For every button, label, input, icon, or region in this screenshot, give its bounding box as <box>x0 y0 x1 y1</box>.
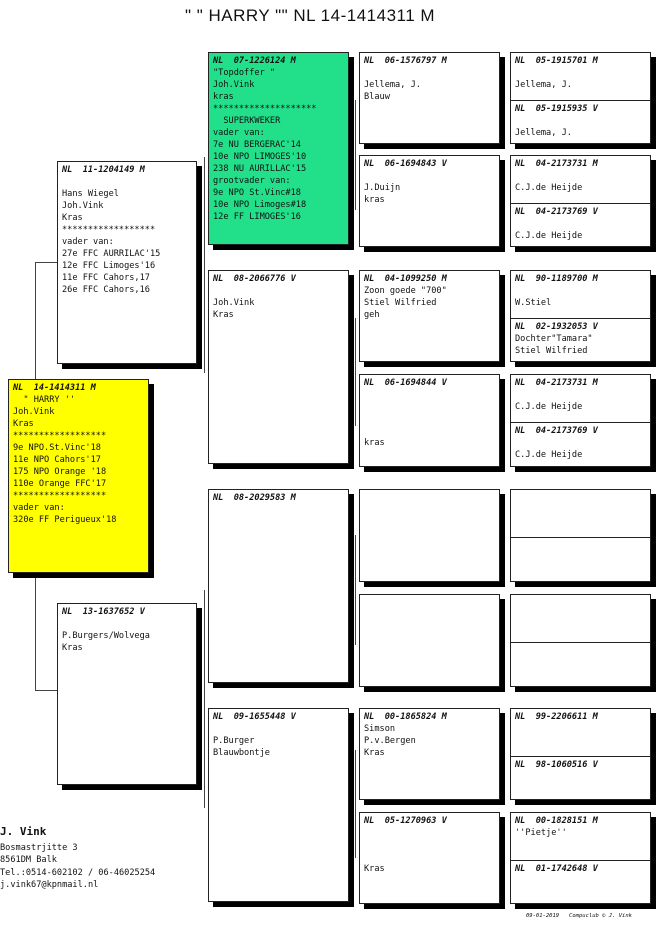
pedigree-text-line: 12e FFC Limoges'16 <box>62 261 156 271</box>
connector <box>355 318 356 426</box>
pedigree-text-line <box>515 67 646 79</box>
ring-number: NL 11-1204149 M <box>62 165 145 175</box>
ring-number: NL 05-1915935 V <box>515 104 598 114</box>
ring-number: NL 06-1694844 V <box>364 378 447 388</box>
pedigree-text-line <box>515 389 646 401</box>
ring-number: NL 06-1576797 M <box>364 56 447 66</box>
ring-number: NL 05-1915701 M <box>515 56 598 66</box>
granddam-paternal-card[interactable] <box>208 270 349 464</box>
ring-number: NL 05-1270963 V <box>364 816 447 826</box>
pedigree-text-line: " HARRY '' <box>13 395 76 405</box>
pedigree-text-line: 7e NU BERGERAC'14 <box>213 140 301 150</box>
ring-number: NL 00-1865824 M <box>364 712 447 722</box>
pedigree-text-line: vader van: <box>13 503 65 513</box>
dam-card[interactable] <box>57 603 197 785</box>
pedigree-text-line: Blauwbontje <box>213 748 270 758</box>
pedigree-text-line: C.J.de Heijde <box>515 183 583 193</box>
ring-number: NL 99-2206611 M <box>515 712 598 722</box>
pedigree-text-line: Stiel Wilfried <box>515 346 588 356</box>
pedigree-text-line: Jellema, J. <box>515 128 572 138</box>
pedigree-text-line <box>515 170 646 182</box>
pedigree-text-line: Joh.Vink <box>62 201 104 211</box>
ancestor-card[interactable] <box>359 374 500 467</box>
ancestor-card[interactable] <box>359 812 500 904</box>
ring-number: NL 07-1226124 M <box>213 56 296 66</box>
dam-section <box>511 642 650 645</box>
sire-section <box>515 55 646 97</box>
pedigree-text-line: vader van: <box>62 237 114 247</box>
pedigree-text-line <box>515 285 646 297</box>
pedigree-text-line: ****************** <box>62 225 156 235</box>
pedigree-text-line: 10e NPO Limoges#18 <box>213 200 307 210</box>
pedigree-text-line: Hans Wiegel <box>62 189 119 199</box>
dam-section <box>511 422 650 461</box>
great-ancestor-pair-card[interactable] <box>510 594 651 687</box>
dam-section <box>511 318 650 357</box>
ancestor-card[interactable] <box>359 270 500 362</box>
pedigree-text-line: SUPERKWEKER <box>213 116 281 126</box>
ring-number: NL 90-1189700 M <box>515 274 598 284</box>
ancestor-card[interactable] <box>359 155 500 247</box>
ring-number: NL 14-1414311 M <box>13 383 96 393</box>
connector <box>355 535 356 645</box>
great-ancestor-pair-card[interactable] <box>510 812 651 904</box>
pedigree-text-line: Jellema, J. <box>515 80 572 90</box>
sire-section <box>515 711 646 753</box>
pedigree-text-line: kras <box>213 92 234 102</box>
great-ancestor-pair-card[interactable] <box>510 270 651 362</box>
dam-section <box>511 203 650 242</box>
pedigree-text-line: 11e FFC Cahors,17 <box>62 273 150 283</box>
ring-number: NL 01-1742648 V <box>515 864 598 874</box>
breeder-city: 8561DM Balk <box>0 855 57 865</box>
pedigree-text-line: P.v.Bergen <box>364 736 416 746</box>
pedigree-text-line: W.Stiel <box>515 298 552 308</box>
pedigree-text-line: P.Burger <box>213 736 255 746</box>
pedigree-text-line: 11e NPO Cahors'17 <box>13 455 101 465</box>
breeder-address: Bosmastrjitte 3 <box>0 842 78 853</box>
ring-number: NL 04-2173731 M <box>515 378 598 388</box>
pedigree-text-line: "Topdoffer " <box>213 68 276 78</box>
sire-section <box>515 273 646 315</box>
pedigree-text-line <box>515 218 646 230</box>
pedigree-text-line: 238 NU AURILLAC'15 <box>213 164 307 174</box>
ring-number: NL 04-2173769 V <box>515 426 598 436</box>
grandsire-maternal-card[interactable] <box>208 489 349 683</box>
great-ancestor-pair-card[interactable] <box>510 155 651 247</box>
pedigree-text-line: Simson <box>364 724 396 734</box>
pedigree-text-line: 9e NPO.St.Vinc'18 <box>13 443 101 453</box>
pedigree-text-line <box>213 723 344 735</box>
ring-number: NL 09-1655448 V <box>213 712 296 722</box>
ring-number: NL 06-1694843 V <box>364 159 447 169</box>
breeder-name: J. Vink <box>0 825 47 838</box>
pedigree-text-line: Joh.Vink <box>13 407 55 417</box>
ring-number: NL 04-2173769 V <box>515 207 598 217</box>
ancestor-card[interactable] <box>359 489 500 582</box>
connector <box>35 690 57 691</box>
breeder-info <box>0 826 155 892</box>
sire-section <box>515 377 646 419</box>
sire-card[interactable] <box>57 161 197 364</box>
pedigree-text-line <box>364 851 495 863</box>
grandsire-paternal-card[interactable] <box>208 52 349 245</box>
ring-number: NL 08-2029583 M <box>213 493 296 503</box>
pedigree-text-line: C.J.de Heijde <box>515 231 583 241</box>
pedigree-text-line <box>364 170 495 182</box>
pedigree-text-line: 10e NPO LIMOGES'10 <box>213 152 307 162</box>
pedigree-text-line: kras <box>364 195 385 205</box>
pedigree-text-line: Kras <box>364 748 385 758</box>
pedigree-text-line: Zoon goede "700" <box>364 286 447 296</box>
dam-section <box>511 100 650 139</box>
ring-number: NL 02-1932053 V <box>515 322 598 332</box>
ancestor-card[interactable] <box>359 708 500 800</box>
connector <box>35 262 57 263</box>
pedigree-text-line: C.J.de Heijde <box>515 402 583 412</box>
dam-section <box>511 537 650 540</box>
pedigree-text-line <box>364 389 495 401</box>
pedigree-text-line: kras <box>364 438 385 448</box>
pedigree-text-line: 110e Orange FFC'17 <box>13 479 107 489</box>
pedigree-text-line: Jellema, J. <box>364 80 421 90</box>
pedigree-text-line: Kras <box>364 864 385 874</box>
pedigree-text-line <box>62 618 192 630</box>
ancestor-card[interactable] <box>359 52 500 144</box>
pedigree-text-line: J.Duijn <box>364 183 401 193</box>
pedigree-text-line: Stiel Wilfried <box>364 298 437 308</box>
subject-pigeon-card[interactable] <box>8 379 149 573</box>
pedigree-text-line: 9e NPO St.Vinc#18 <box>213 188 301 198</box>
pedigree-text-line <box>364 839 495 851</box>
pedigree-text-line: Kras <box>213 310 234 320</box>
footer-credit: 09-01-2019 Compuclub © J. Vink <box>526 913 632 919</box>
breeder-email: j.vink67@kpnmail.nl <box>0 880 99 890</box>
connector <box>355 750 356 858</box>
pedigree-text-line: ****************** <box>13 491 107 501</box>
pedigree-text-line <box>62 176 192 188</box>
pedigree-text-line: 12e FF LIMOGES'16 <box>213 212 301 222</box>
pedigree-text-line <box>364 425 495 437</box>
pedigree-text-line <box>364 413 495 425</box>
pedigree-text-line: 27e FFC AURRILAC'15 <box>62 249 161 259</box>
ring-number: NL 04-2173731 M <box>515 159 598 169</box>
dam-section <box>511 860 650 875</box>
pedigree-text-line: Kras <box>62 213 83 223</box>
pedigree-text-line: Kras <box>13 419 34 429</box>
pedigree-text-line: vader van: <box>213 128 265 138</box>
pedigree-text-line: grootvader van: <box>213 176 291 186</box>
pedigree-text-line: ******************** <box>213 104 317 114</box>
pedigree-text-line: ''Pietje'' <box>515 828 567 838</box>
ring-number: NL 04-1099250 M <box>364 274 447 284</box>
pedigree-text-line: 26e FFC Cahors,16 <box>62 285 150 295</box>
pedigree-text-line <box>364 827 495 839</box>
great-ancestor-pair-card[interactable] <box>510 489 651 582</box>
ring-number: NL 13-1637652 V <box>62 607 145 617</box>
connector <box>204 590 205 808</box>
breeder-phone: Tel.:0514-602102 / 06-46025254 <box>0 867 156 878</box>
great-ancestor-pair-card[interactable] <box>510 708 651 800</box>
sire-section <box>515 815 646 857</box>
connector <box>204 157 205 373</box>
pedigree-text-line: 320e FF Perigueux'18 <box>13 515 117 525</box>
great-ancestor-pair-card[interactable] <box>510 374 651 467</box>
pedigree-text-line: Joh.Vink <box>213 80 255 90</box>
connector <box>355 100 356 210</box>
pedigree-text-line: Blauw <box>364 92 390 102</box>
sire-section <box>515 597 646 639</box>
pedigree-text-line: Dochter"Tamara" <box>515 334 593 344</box>
ring-number: NL 08-2066776 V <box>213 274 296 284</box>
pedigree-text-line: P.Burgers/Wolvega <box>62 631 150 641</box>
sire-section <box>515 492 646 534</box>
ring-number: NL 00-1828151 M <box>515 816 598 826</box>
pedigree-text-line: ****************** <box>13 431 107 441</box>
pedigree-text-line: Kras <box>62 643 83 653</box>
pedigree-text-line <box>515 437 646 449</box>
pedigree-text-line <box>364 67 495 79</box>
dam-section <box>511 756 650 771</box>
pedigree-text-line: 175 NPO Orange '18 <box>13 467 107 477</box>
pedigree-text-line: C.J.de Heijde <box>515 450 583 460</box>
pedigree-text-line: Joh.Vink <box>213 298 255 308</box>
pedigree-text-line <box>364 401 495 413</box>
pedigree-title: " " HARRY "" NL 14-1414311 M <box>184 6 436 25</box>
sire-section <box>515 158 646 200</box>
pedigree-text-line <box>515 115 646 127</box>
ring-number: NL 98-1060516 V <box>515 760 598 770</box>
pedigree-text-line: geh <box>364 310 380 320</box>
great-ancestor-pair-card[interactable] <box>510 52 651 144</box>
ancestor-card[interactable] <box>359 594 500 687</box>
granddam-maternal-card[interactable] <box>208 708 349 902</box>
pedigree-text-line <box>213 285 344 297</box>
